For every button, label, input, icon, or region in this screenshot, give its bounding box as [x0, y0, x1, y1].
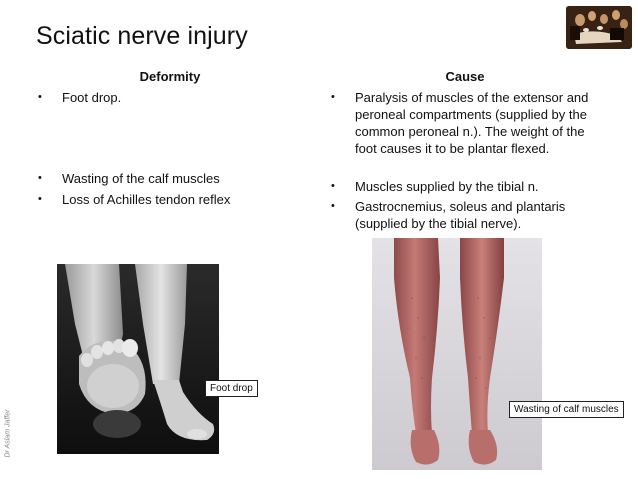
slide-title: Sciatic nerve injury — [36, 22, 248, 50]
deformity-bullet-text: Wasting of the calf muscles — [62, 171, 220, 186]
anatomy-lesson-painting-thumbnail — [566, 6, 632, 49]
cause-bullet-text: Gastrocnemius, soleus and plantaris (supplied by the tibial nerve). — [355, 199, 566, 231]
deformity-bullet — [38, 89, 298, 107]
foot-drop-caption: Foot drop — [205, 380, 258, 397]
bullet-marker: • — [331, 91, 335, 103]
cause-bullet-text: Paralysis of muscles of the extensor and peroneal compartments (supplied by the common peroneal n.). The weight of the foot causes it to be plantar flexed. — [355, 90, 589, 156]
cause-bullet-text: Muscles supplied by the tibial n. — [355, 179, 539, 194]
bullet-marker: • — [38, 91, 42, 103]
deformity-bullet-text: Foot drop. — [62, 90, 122, 105]
calf-wasting-caption: Wasting of calf muscles — [509, 401, 624, 418]
bullet-marker: • — [38, 193, 42, 205]
cause-bullet — [331, 178, 611, 196]
cause-bullet — [331, 89, 611, 179]
deformity-heading: Deformity — [139, 69, 201, 84]
deformity-bullet — [38, 170, 298, 188]
cause-bullet — [331, 198, 611, 234]
bullet-marker: • — [331, 200, 335, 212]
bullet-marker: • — [38, 172, 42, 184]
author-watermark: Dr Aslam Jaffer — [4, 409, 12, 458]
deformity-bullet — [38, 191, 298, 209]
bullet-marker: • — [331, 180, 335, 192]
cause-heading: Cause — [445, 69, 485, 84]
calf-wasting-photo — [372, 238, 542, 470]
foot-drop-photo — [57, 264, 219, 454]
deformity-bullet-text: Loss of Achilles tendon reflex — [62, 192, 231, 207]
